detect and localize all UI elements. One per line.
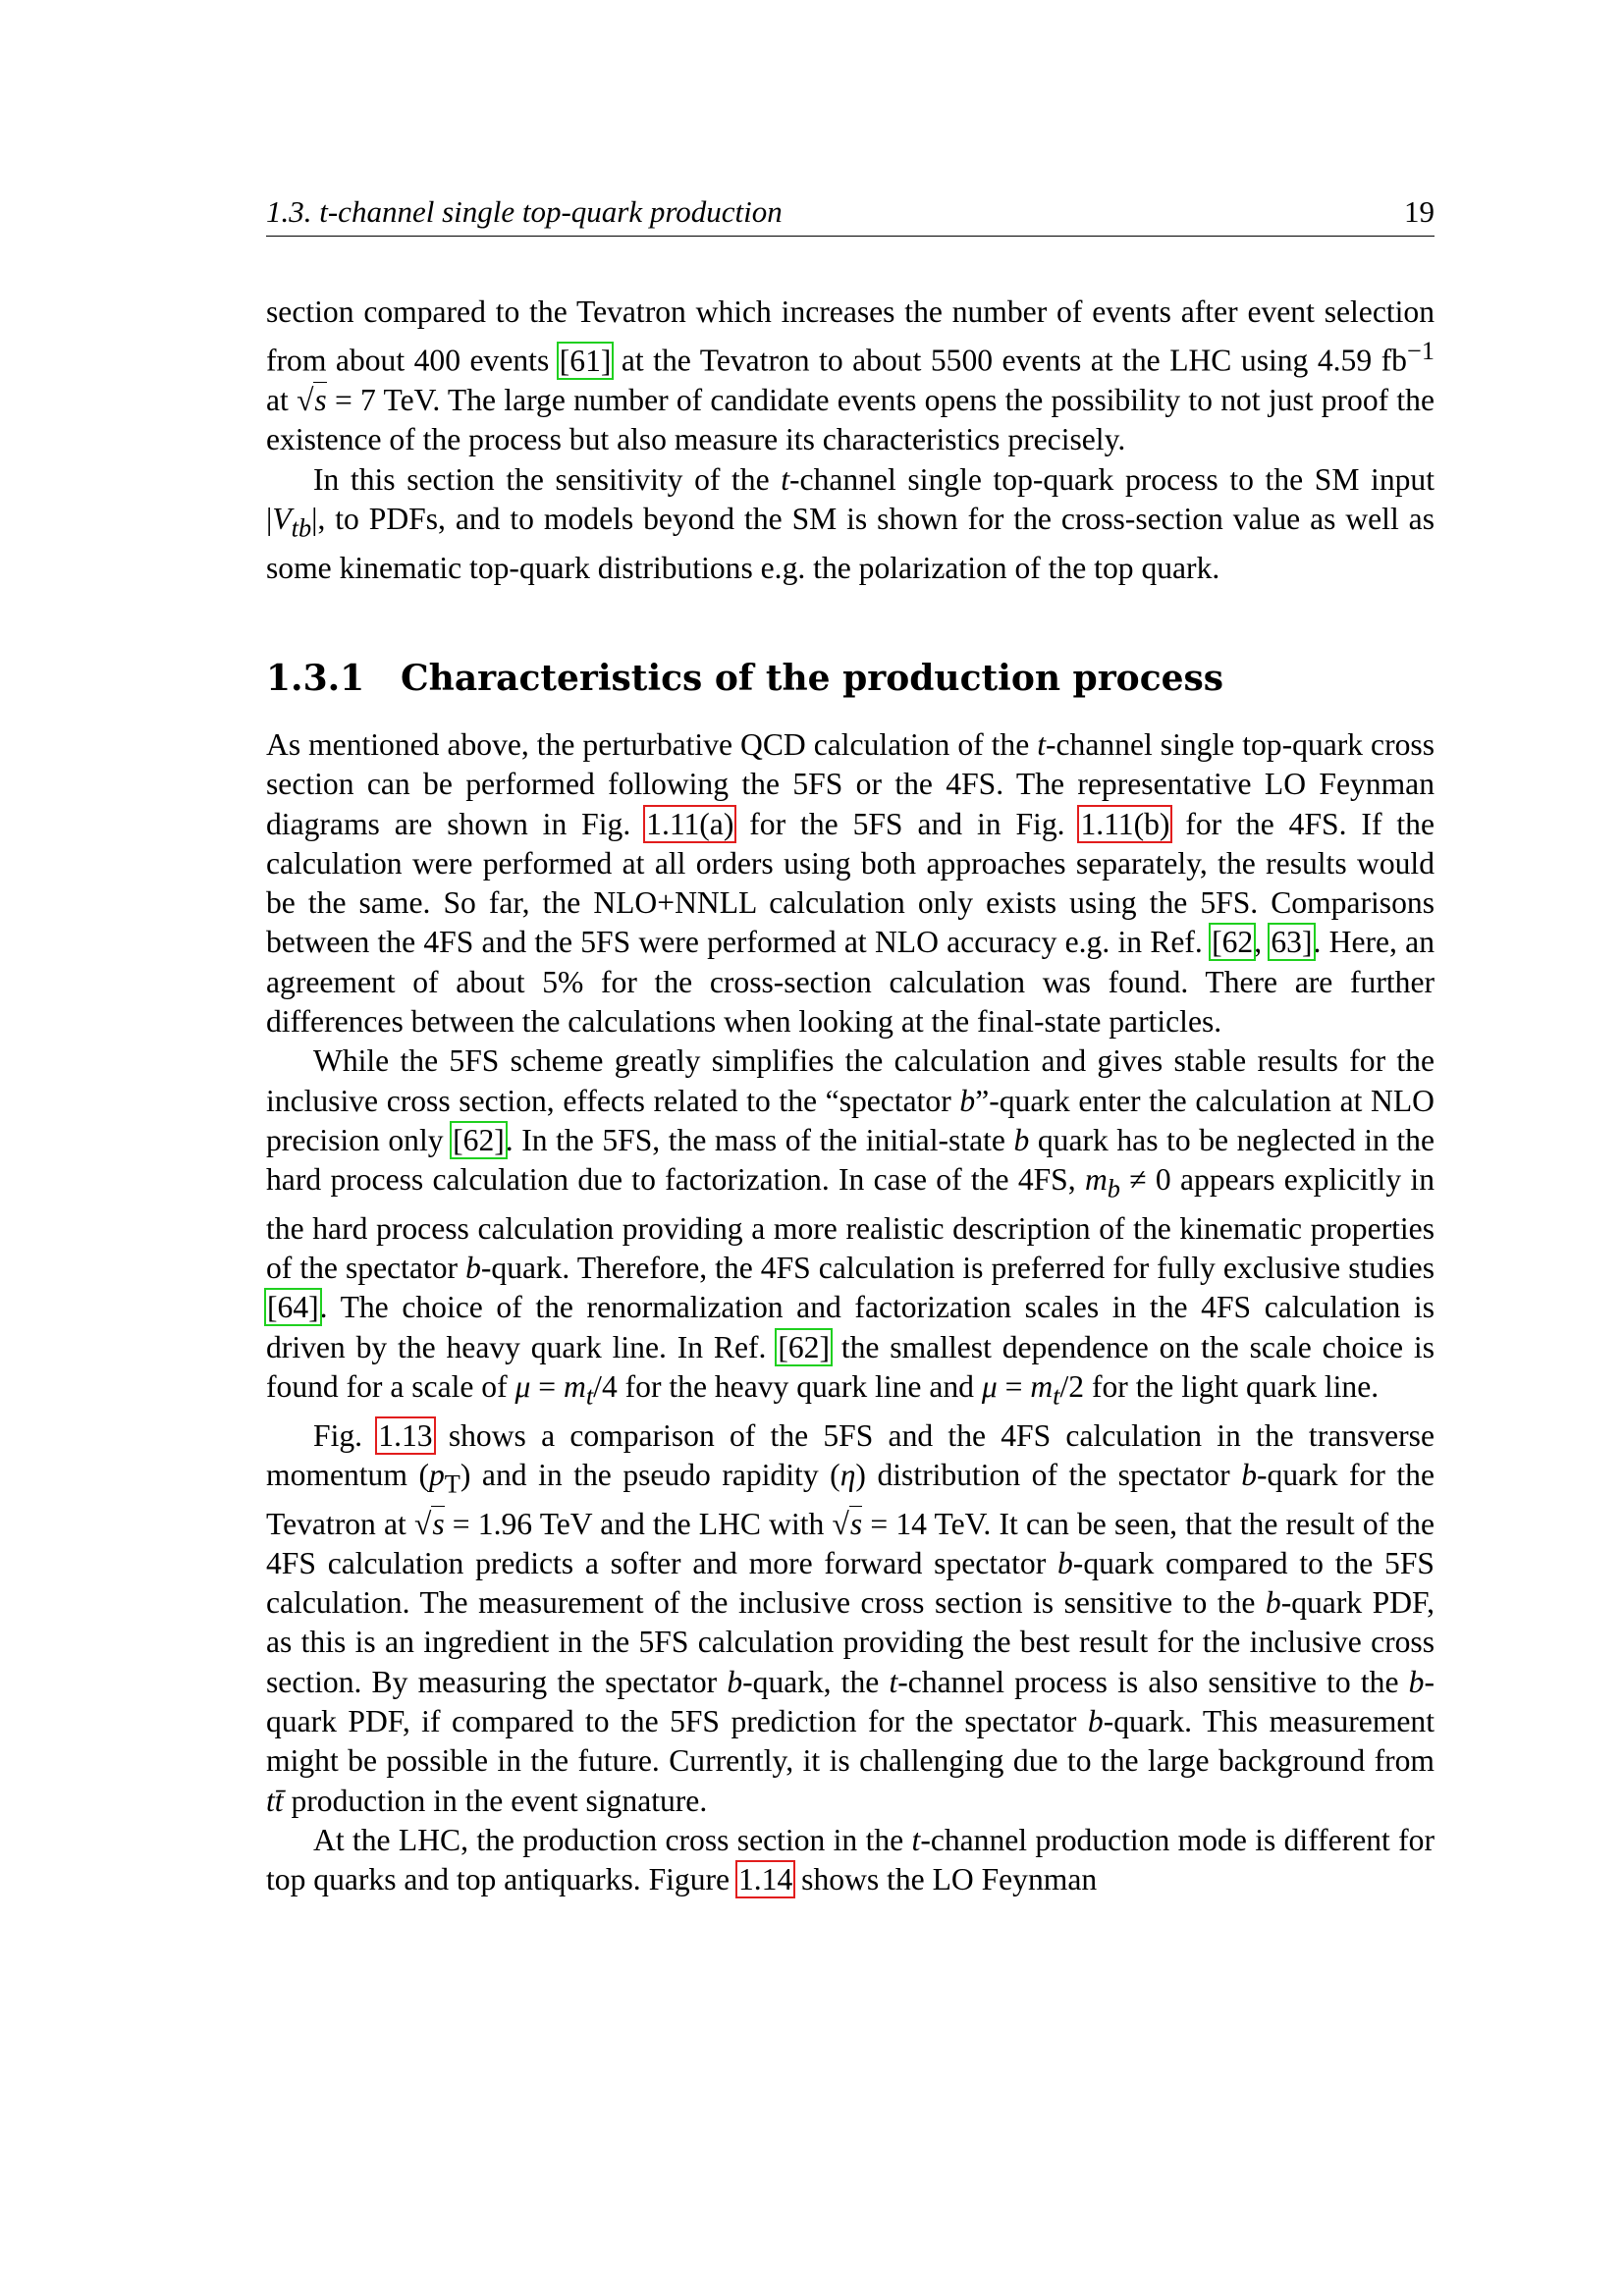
text: shows the LO Feynman [793,1862,1098,1897]
text: for the 4FS. If the calculation were performed at all orders using both approaches separately, the results would be the same. So far, the NLO+NNLL calculation only exists using the 5FS. Comparisons between the 4FS and the 5FS were performed at NLO accuracy e.g. in Ref. [266,806,1435,960]
text: shows a comparison of the 5FS and the 4FS calculation in the transverse momentum ( [266,1417,1435,1492]
text: . In the 5FS, the mass of the initial-state [505,1122,1014,1157]
math-variable: s [314,383,327,418]
figure-link[interactable]: 1.11(a) [646,806,734,841]
text: the smallest dependence on the scale choice is found for a scale of [266,1329,1435,1404]
math-variable: m [1030,1368,1054,1404]
math-variable: b [1408,1664,1425,1699]
text: At the LHC, the production cross section in the [313,1822,912,1857]
subscript: tb [291,513,312,543]
text: , [1254,925,1271,960]
section-heading [266,657,1435,700]
math-variable: s [849,1506,863,1541]
citation-link[interactable]: [62 [1212,925,1254,960]
header-section-title: 1.3. t-channel single top-quark production [266,194,783,229]
math-variable: t [911,1822,921,1857]
text: -quark. This measurement might be possible in the future. Currently, it is challenging due to the large background from [266,1703,1435,1779]
text: -quark compared to the 5FS calculation. The measurement of the inclusive cross section is sensitive to the [266,1545,1435,1621]
text: production in the event signature. [283,1783,708,1818]
paragraph-3 [266,725,1435,1041]
text: In this section the sensitivity of the [313,461,782,497]
math-variable: b [1265,1585,1281,1621]
citation-link[interactable]: 63] [1271,925,1313,960]
text: = [997,1368,1031,1404]
math-variable: tt̄ [266,1783,284,1818]
math-variable: b [1013,1122,1030,1157]
paragraph-5 [266,1416,1435,1821]
text: = 14 TeV. It can be seen, that the result of the 4FS calculation predicts a softer and more forward spectator [266,1506,1435,1580]
paragraph-4 [266,1041,1435,1415]
sqrt-symbol: √ [297,383,314,418]
section-number: 1.3.1 [266,657,365,699]
paragraph-6 [266,1821,1435,1900]
text: ≠ 0 appears explicitly in the hard process calculation providing a more realistic description of the kinematic properties of the spectator [266,1162,1435,1286]
math-variable: t [781,461,790,497]
text: quark has to be neglected in the hard process calculation due to factorization. In case of the 4FS, [266,1122,1435,1198]
text: for the 5FS and in Fig. [734,806,1080,841]
text: = [530,1368,565,1404]
math-variable: V [272,502,292,537]
figure-link[interactable]: 1.13 [378,1417,433,1453]
text: -channel single top-quark cross section can be performed following the 5FS or the 4FS. The representative LO Feynman diagrams are shown in Fig. [266,726,1435,841]
citation-link[interactable]: [61] [559,343,612,378]
sqrt-symbol: √ [832,1506,849,1541]
figure-link[interactable]: 1.14 [737,1862,793,1897]
math-variable: μ [981,1368,998,1404]
text: ”-quark enter the calculation at NLO precision only [266,1083,1435,1157]
math-variable: μ [514,1368,531,1404]
math-variable: b [1241,1457,1258,1492]
sqrt-symbol: √ [413,1506,432,1541]
text: -quark, the [742,1664,890,1699]
text: -quark for the Tevatron at [266,1457,1435,1541]
text: . Here, an agreement of about 5% for the cross-section calculation was found. There are further differences between the calculations when looking at the final-state particles. [266,925,1435,1039]
text: -quark PDF, as this is an ingredient in the 5FS calculation providing the best result for the inclusive cross section. By measuring the spectator [266,1585,1435,1699]
math-variable: b [1057,1545,1073,1580]
text: -quark PDF, if compared to the 5FS prediction for the spectator [266,1664,1435,1738]
text: -channel process is also sensitive to the [897,1664,1409,1699]
text: As mentioned above, the perturbative QCD calculation of the [266,726,1038,762]
math-variable: s [432,1506,445,1541]
math-variable: t [1037,726,1047,762]
citation-link[interactable]: [62] [453,1122,505,1157]
math-variable: η [839,1457,856,1492]
text: While the 5FS scheme greatly simplifies the calculation and gives stable results for the inclusive cross section, effects related to the “spectator [266,1043,1435,1118]
text: |, to PDFs, and to models beyond the SM is shown for the cross-section value as well as some kinematic top-quark distributions e.g. the polarization of the top quark. [266,502,1435,585]
text: -channel production mode is different for top quarks and top antiquarks. Figure [266,1822,1435,1897]
text: ) distribution of the spectator [855,1457,1242,1492]
math-variable: p [428,1457,445,1492]
math-variable: m [1084,1162,1108,1198]
math-variable: b [465,1251,481,1286]
text: at the Tevatron to about 5500 events at the LHC using 4.59 fb [612,343,1407,378]
text: = 7 TeV. The large number of candidate events opens the possibility to not just proof the existence of the process but also measure its characteristics precisely. [266,383,1435,457]
text: -channel single top-quark process to the SM input | [266,461,1435,537]
text: /2 for the light quark line. [1059,1368,1380,1404]
figure-link[interactable]: 1.11(b) [1080,806,1170,841]
text: . The choice of the renormalization and factorization scales in the 4FS calculation is driven by the heavy quark line. In Ref. [266,1290,1435,1364]
text: at [266,383,298,418]
subscript: T [444,1469,460,1499]
paragraph-2 [266,460,1435,588]
math-variable: b [1087,1703,1104,1738]
section-title: Characteristics of the production process [401,657,1224,699]
running-header [266,192,1435,237]
text: /4 for the heavy quark line and [593,1368,982,1404]
subscript: b [1107,1174,1120,1203]
citation-link[interactable]: [62] [778,1329,830,1364]
superscript: −1 [1406,337,1435,366]
subscript: t [1053,1381,1060,1411]
math-variable: m [564,1368,586,1404]
math-variable: b [727,1664,743,1699]
text: Fig. [313,1417,378,1453]
math-variable: b [959,1083,976,1118]
text: ) and in the pseudo rapidity ( [460,1457,840,1492]
page-number: 19 [1404,194,1435,229]
text: -quark. Therefore, the 4FS calculation is preferred for fully exclusive studies [480,1251,1435,1286]
math-variable: t [889,1664,898,1699]
body-text [266,293,1435,1899]
text: = 1.96 TeV and the LHC with [444,1506,833,1541]
subscript: t [585,1381,594,1411]
citation-link[interactable]: [64] [267,1290,319,1325]
paragraph-1 [266,293,1435,460]
text: section compared to the Tevatron which increases the number of events after event selection from about 400 events [266,294,1435,378]
